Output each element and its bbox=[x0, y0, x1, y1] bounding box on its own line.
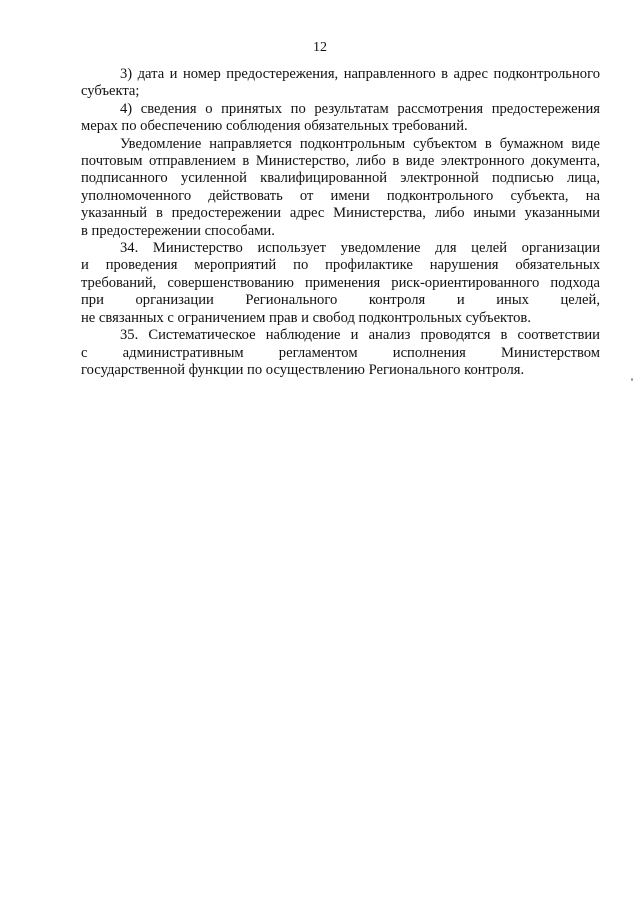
text-line: 3) дата и номер предостережения, направленного в адрес подконтрольного bbox=[120, 66, 600, 82]
text-line: уполномоченного действовать от имени подконтрольного субъекта, на bbox=[81, 187, 600, 204]
scan-speck bbox=[631, 378, 633, 381]
text-line: в предостережении способами. bbox=[81, 222, 275, 239]
paragraph-item-4 bbox=[81, 101, 600, 136]
document-body bbox=[81, 66, 600, 379]
text-line: 34. Министерство использует уведомление для целей организации bbox=[120, 240, 600, 257]
text-line: с административным регламентом исполнения Министерством bbox=[81, 344, 600, 361]
text-line: субъекта; bbox=[81, 83, 140, 100]
paragraph-clause-34 bbox=[81, 240, 600, 327]
text-line: Уведомление направляется подконтрольным субъектом в бумажном виде bbox=[120, 135, 600, 152]
text-line: 35. Систематическое наблюдение и анализ проводятся в соответствии bbox=[120, 327, 600, 344]
paragraph-clause-35 bbox=[81, 327, 600, 379]
text-line: и проведения мероприятий по профилактике нарушения обязательных bbox=[81, 257, 600, 274]
text-line: указанный в предостережении адрес Министерства, либо иными указанными bbox=[81, 205, 600, 222]
text-line: 4) сведения о принятых по результатам рассмотрения предостережения bbox=[120, 100, 600, 117]
text-line: подписанного усиленной квалифицированной электронной подписью лица, bbox=[81, 170, 600, 187]
paragraph-item-3 bbox=[81, 66, 600, 101]
paragraph-notice bbox=[81, 136, 600, 240]
text-line: при организации Регионального контроля и иных целей, bbox=[81, 292, 600, 309]
page-number: 12 bbox=[313, 40, 327, 55]
text-line: почтовым отправлением в Министерство, либо в виде электронного документа, bbox=[81, 153, 600, 170]
text-line: государственной функции по осуществлению Регионального контроля. bbox=[81, 361, 525, 378]
text-line: не связанных с ограничением прав и свобод подконтрольных субъектов. bbox=[81, 309, 531, 326]
text-line: мерах по обеспечению соблюдения обязательных требований. bbox=[81, 118, 468, 135]
text-line: требований, совершенствованию применения риск-ориентированного подхода bbox=[81, 274, 600, 291]
